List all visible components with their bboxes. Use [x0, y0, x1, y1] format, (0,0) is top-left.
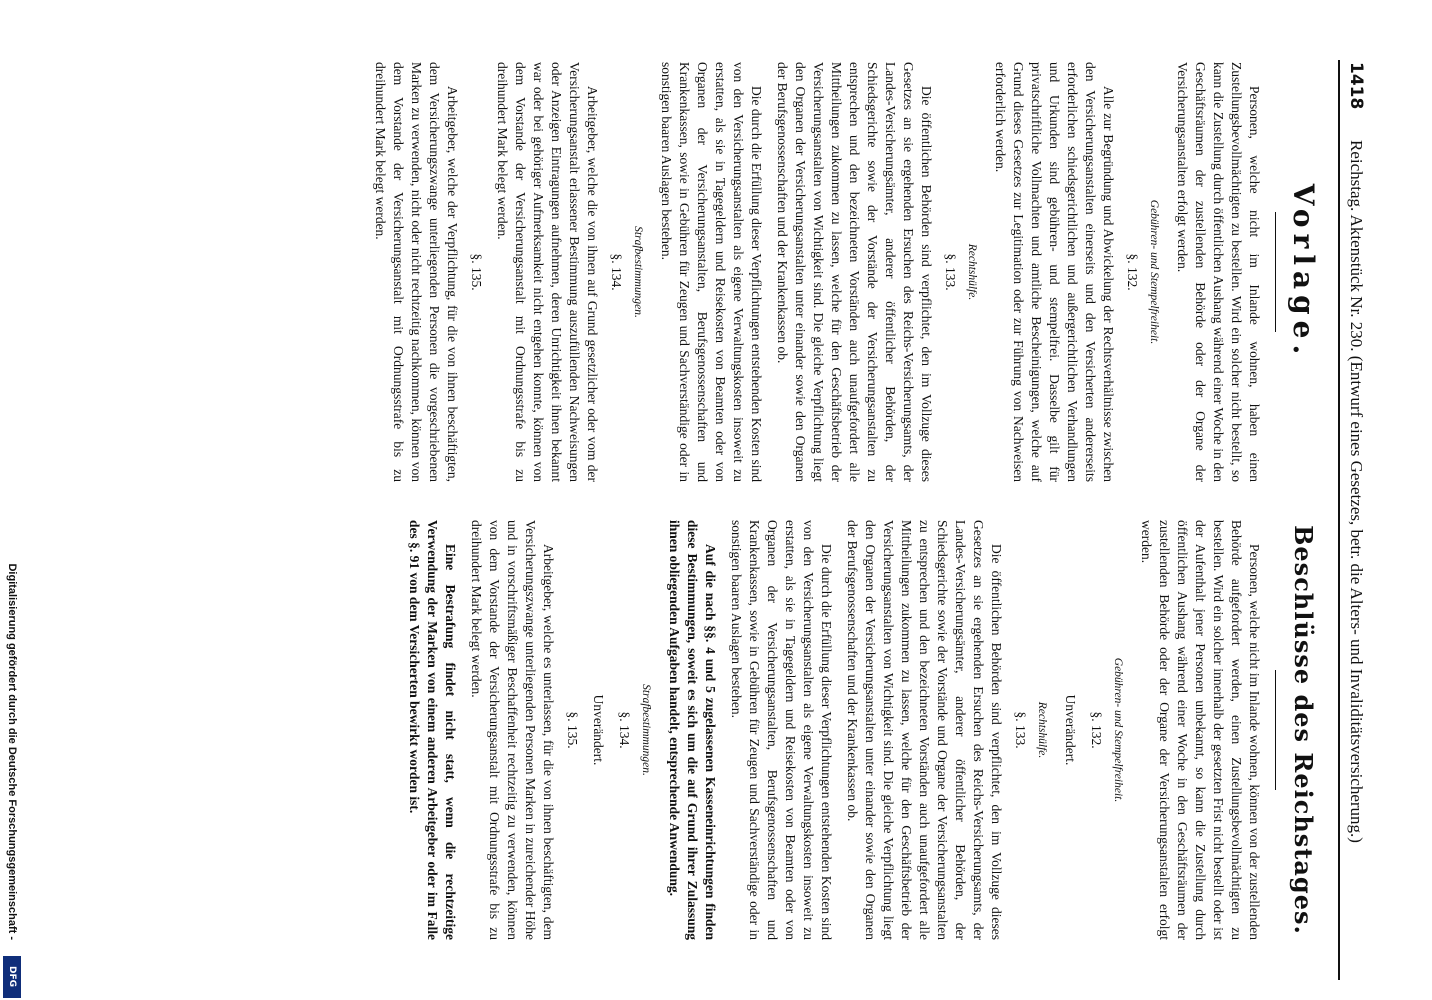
title-rule	[1275, 212, 1276, 332]
section-135-text: Arbeitgeber, welche der Verpflichtung, für die von ihnen beschäftigten, dem Versicherungszwange unterliegenden Personen die vorgeschriebenen Marken zu verwenden, nicht oder nicht rechtzeitig nachkommen, können von dem Vorstande der Versicherungsanstalt mit Ordnungsstrafe bis zu dreihundert Mark belegt werden.	[373, 62, 460, 482]
subheading-fees: Gebühren- und Stempelfreiheit.	[1148, 199, 1160, 345]
header-rule	[1338, 60, 1340, 980]
left-column-title: Vorlage.	[1287, 183, 1320, 361]
subheading-legal-aid: Rechtshülfe.	[966, 243, 978, 301]
right-column-reichstag-resolutions	[397, 520, 1322, 940]
subheading-penalties: Strafbestimmungen.	[640, 684, 652, 776]
section-133-text-2: Die durch die Erfüllung dieser Verpflichtungen entstehenden Kosten sind von den Versicherungsanstalten als eigene Verwaltungskosten insoweit zu erstatten, als sie in Tagegeldern und Reisekosten von Beamten oder von Organen der Versicherungsanstalten, Berufsgenossenschaften und Krankenkassen, sowie in Gebühren für Zeugen und Sachverständige oder in sonstigen baaren Auslagen bestehen.	[659, 62, 764, 482]
section-134: §. 134.	[617, 711, 632, 749]
intro-paragraph: Personen, welche nicht im Inlande wohnen, haben einen Zustellungsbevollmächtigten zu bestellen. Wird ein solcher nicht bestellt, so kann die Zustellung durch öffentlichen Aushang während einer Woche in den Geschäftsräumen der zustellenden Behörde oder der Organe der Versicherungsanstalten erfolgt werden.	[1175, 62, 1262, 482]
section-133-text-3: Auf die nach §§. 4 und 5 zugelassenen Kasseneinrichtungen finden diese Bestimmungen, soweit es sich um die auf Grund ihrer Zulassung ihnen obliegenden Aufgaben handelt, entsprechende Anwendung.	[667, 520, 718, 940]
title-rule	[1275, 670, 1276, 790]
subheading-legal-aid: Rechtshülfe.	[1036, 701, 1048, 759]
credit-text: Digitalisierung gefördert durch die Deutsche Forschungsgemeinschaft -	[6, 563, 18, 940]
right-column-title: Beschlüsse des Reichstages.	[1289, 525, 1318, 935]
section-133-text-2: Die durch die Erfüllung dieser Verpflichtungen entstehenden Kosten sind von den Versicherungsanstalten als eigene Verwaltungskosten insoweit zu erstatten, als sie in Tagegeldern und Reisekosten von Beamten oder von Organen der Versicherungsanstalten, Berufsgenossenschaften und Krankenkassen, sowie in Gebühren für Zeugen und Sachverständige oder in sonstigen baaren Auslagen bestehen.	[729, 520, 834, 940]
section-132: §. 132.	[1125, 253, 1140, 291]
subheading-penalties: Strafbestimmungen.	[632, 226, 644, 318]
page-number: 1418	[1346, 62, 1366, 110]
section-132: §. 132.	[1089, 711, 1104, 749]
section-135: §. 135.	[469, 253, 484, 291]
section-133: §. 133.	[1013, 711, 1028, 749]
left-column-government-draft	[363, 62, 1322, 482]
intro-paragraph: Personen, welche nicht im Inlande wohnen, können von der zustellenden Behörde aufgefordert werden, einen Zustellungsbevollmächtigten zu bestellen. Wird ein solcher innerhalb der gesetzten Frist nicht bestellt oder ist der Aufenthalt jener Personen unbekannt, so kann die Zustellung durch öffentlichen Aushang während einer Woche in den Geschäftsräumen der zustellenden Behörde oder der Organe der Versicherungsanstalten erfolgt werden.	[1139, 520, 1262, 940]
section-133-text-1: Die öffentlichen Behörden sind verpflichtet, den im Vollzuge dieses Gesetzes an sie ergehenden Ersuchen des Reichs-Versicherungsamts, der Landes-Versicherungsämter, anderer öffentlicher Behörden, der Schiedsgerichte sowie der Vorstände und Organe der Versicherungsanstalten zu entsprechen und den bezeichneten Vorständen auch unaufgefordert alle Mittheilungen zukommen zu lassen, welche für den Geschäftsbetrieb der Versicherungsanstalten von Wichtigkeit sind. Die gleiche Verpflichtung liegt den Organen der Versicherungsanstalten unter einander sowie den Organen der Berufsgenossenschaften und der Krankenkassen ob.	[845, 520, 1004, 940]
section-134-text: Arbeitgeber, welche die von ihnen auf Grund gesetzlicher oder vom der Versicherungsanstalt erlassener Bestimmung auszufüllenden Nachweisungen oder Anzeigen Eintragungen aufnehmen, deren Unrichtigkeit ihnen bekannt war oder bei gehöriger Aufmerksamkeit nicht entgehen konnte, können von dem Vorstande der Versicherungsanstalt mit Ordnungsstrafe bis zu dreihundert Mark belegt werden.	[495, 62, 600, 482]
section-133-text-1: Die öffentlichen Behörden sind verpflichtet, den im Vollzuge dieses Gesetzes an sie ergehenden Ersuchen des Reichs-Versicherungsamts, der Landes-Versicherungsämter, anderer öffentlicher Behörden, der Schiedsgerichte sowie der Vorstände der Versicherungsanstalten zu entsprechen und den bezeichneten Vorständen auch unaufgefordert alle Mittheilungen zukommen zu lassen, welche für den Geschäftsbetrieb der Versicherungsanstalten von Wichtigkeit sind. Die gleiche Verpflichtung liegt den Organen der Versicherungsanstalten unter einander sowie den Organen der Berufsgenossenschaften und der Krankenkassen ob.	[775, 62, 934, 482]
running-header: Reichstag. Aktenstück Nr. 230. (Entwurf eines Gesetzes, betr. die Alters- und Invaliditätsversicherung.)	[1347, 140, 1366, 843]
section-135-text-2: Eine Bestrafung findet nicht statt, wenn die rechtzeitige Verwendung der Marken von einem anderen Arbeitgeber oder im Falle des §. 91 von dem Versicherten bewirkt worden ist.	[407, 520, 458, 940]
dfg-logo: DFG	[3, 956, 21, 998]
section-133: §. 133.	[943, 253, 958, 291]
section-132-text: Alle zur Begründung und Abwickelung der Rechtsverhältnisse zwischen den Versicherungsanstalten einerseits und den Versicherten andererseits erforderlichen schiedsgerichtlichen und außergerichtlichen Verhandlungen und Urkunden sind gebühren- und stempelfrei. Dasselbe gilt für privatschriftliche Vollmachten und amtliche Bescheinigungen, welche auf Grund dieses Gesetzes zur Legitimation oder zur Führung von Nachweisen erforderlich werden.	[993, 62, 1116, 482]
section-134: §. 134.	[609, 253, 624, 291]
digitization-credit	[0, 0, 24, 1000]
unchanged-note: Unverändert.	[1063, 694, 1078, 766]
subheading-fees: Gebühren- und Stempelfreiheit.	[1112, 657, 1124, 803]
section-135: §. 135.	[565, 711, 580, 749]
unchanged-note: Unverändert.	[591, 694, 606, 766]
section-135-text-1: Arbeitgeber, welche es unterlassen, für die von ihnen beschäftigten, dem Versicherungszwange unterliegenden Personen Marken in zureichender Höhe und in vorschriftsmäßiger Beschaffenheit rechtzeitig zu verwenden, können von dem Vorstande der Versicherungsanstalt mit Ordnungsstrafe bis zu dreihundert Mark belegt werden.	[469, 520, 556, 940]
